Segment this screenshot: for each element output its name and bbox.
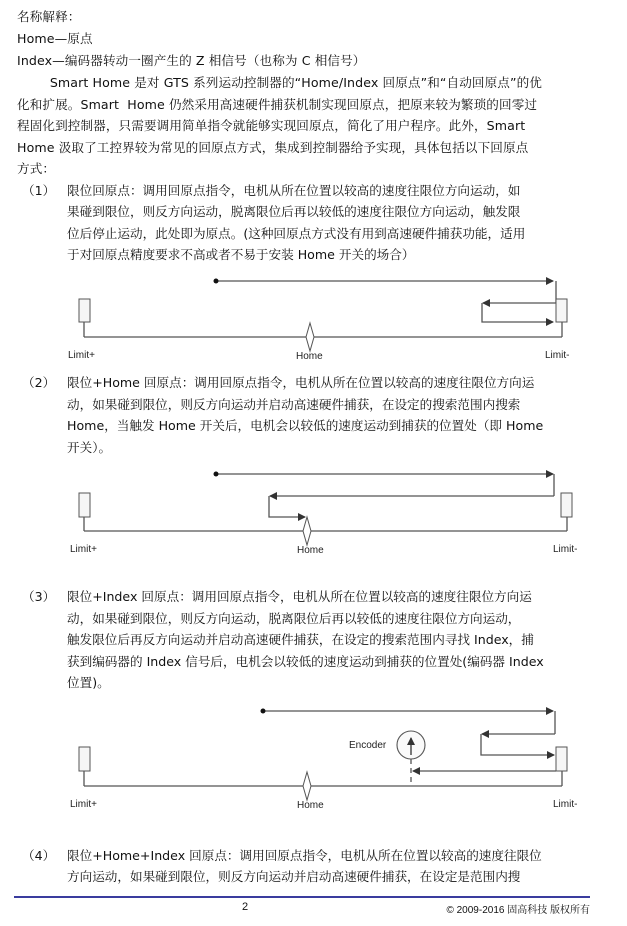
method-number: （2） [22, 375, 56, 390]
page-number: 2 [242, 901, 249, 913]
method-line: 位置)。 [67, 675, 110, 690]
method-line: 于对回原点精度要求不高或者不易于安装 Home 开关的场合） [67, 247, 415, 262]
limit-minus-switch [556, 747, 567, 771]
home-approach-arrow [269, 496, 305, 517]
start-point [214, 279, 219, 284]
label-limit-plus: Limit+ [68, 350, 95, 361]
intro-line: Home 汲取了工控界较为常见的回原点方式，集成到控制器给予实现，具体包括以下回原点 [17, 140, 529, 155]
copyright: © 2009-2016 固高科技 版权所有 [446, 905, 590, 916]
method-line: 获到编码器的 Index 信号后，电机会以较低的速度运动到捕获的位置处(编码器 Index [67, 654, 544, 669]
limit-plus-switch [79, 747, 90, 771]
start-point [261, 709, 266, 714]
home-switch [303, 772, 311, 800]
label-limit-minus: Limit- [553, 544, 578, 555]
home-switch [303, 517, 311, 545]
diagram-limit-home-capture [0, 460, 627, 560]
method-line: 动，如果碰到限位，则反方向运动，脱离限位后再以较低的速度往限位方向运动， [67, 611, 521, 626]
label-home: Home [297, 545, 324, 556]
limit-minus-switch [561, 493, 572, 517]
method-line: 限位回原点：调用回原点指令，电机从所在位置以较高的速度往限位方向运动，如 [67, 183, 521, 198]
label-limit-plus: Limit+ [70, 544, 97, 555]
label-limit-minus: Limit- [545, 350, 570, 361]
method-line: 方向运动，如果碰到限位，则反方向运动并启动高速硬件捕获，在设定是范围内搜 [67, 869, 521, 884]
diagram-limit-index [0, 695, 627, 820]
slow-approach-arrow [481, 734, 554, 755]
method-line: 限位+Index 回原点：调用回原点指令，电机从所在位置以较高的速度往限位方向运 [67, 589, 532, 604]
slow-approach-arrow [482, 303, 553, 322]
label-limit-plus: Limit+ [70, 799, 97, 810]
intro-line: 化和扩展。Smart Home 仍然采用高速硬件捕获机制实现回原点，把原来较为繁琐的回零过 [17, 97, 538, 112]
method-number: （1） [22, 183, 56, 198]
method-line: 动，如果碰到限位，则反方向运动并启动高速硬件捕获，在设定的搜索范围内搜索 [67, 397, 521, 412]
label-limit-minus: Limit- [553, 799, 578, 810]
glossary-home: Home—原点 [17, 31, 93, 46]
label-home: Home [297, 800, 324, 811]
limit-plus-switch [79, 299, 90, 322]
intro-line: Smart Home 是对 GTS 系列运动控制器的“Home/Index 回原点”和“自动回原点”的优 [17, 75, 542, 90]
method-line: 触发限位后再反方向运动并启动高速硬件捕获，在设定的搜索范围内寻找 Index，捕 [67, 632, 534, 647]
glossary-index: Index—编码器转动一圈产生的 Z 相信号（也称为 C 相信号） [17, 53, 366, 68]
method-line: 位后停止运动，此处即为原点。(这种回原点方式没有用到高速硬件捕获功能，适用 [67, 226, 526, 241]
home-switch [306, 323, 314, 351]
method-line: 限位+Home+Index 回原点：调用回原点指令，电机从所在位置以较高的速度往限位 [67, 848, 542, 863]
start-point [214, 472, 219, 477]
label-home: Home [296, 351, 323, 362]
method-number: （4） [22, 848, 56, 863]
limit-minus-switch [556, 299, 567, 322]
method-line: Home，当触发 Home 开关后，电机会以较低的速度运动到捕获的位置处（即 Home [67, 418, 544, 433]
intro-line: 方式： [17, 161, 56, 176]
method-line: 限位+Home 回原点：调用回原点指令，电机从所在位置以较高的速度往限位方向运 [67, 375, 535, 390]
method-line: 开关）。 [67, 440, 112, 455]
footer-rule [14, 896, 590, 898]
diagram-limit-home [0, 270, 627, 370]
intro-line: 程固化到控制器，只需要调用简单指令就能够实现回原点，简化了用户程序。此外，Smart [17, 118, 526, 133]
method-number: （3） [22, 589, 56, 604]
glossary-title: 名称解释： [17, 9, 81, 24]
label-encoder: Encoder [349, 740, 387, 751]
method-line: 果碰到限位，则反方向运动，脱离限位后再以较低的速度往限位方向运动，触发限 [67, 204, 521, 219]
limit-plus-switch [79, 493, 90, 517]
